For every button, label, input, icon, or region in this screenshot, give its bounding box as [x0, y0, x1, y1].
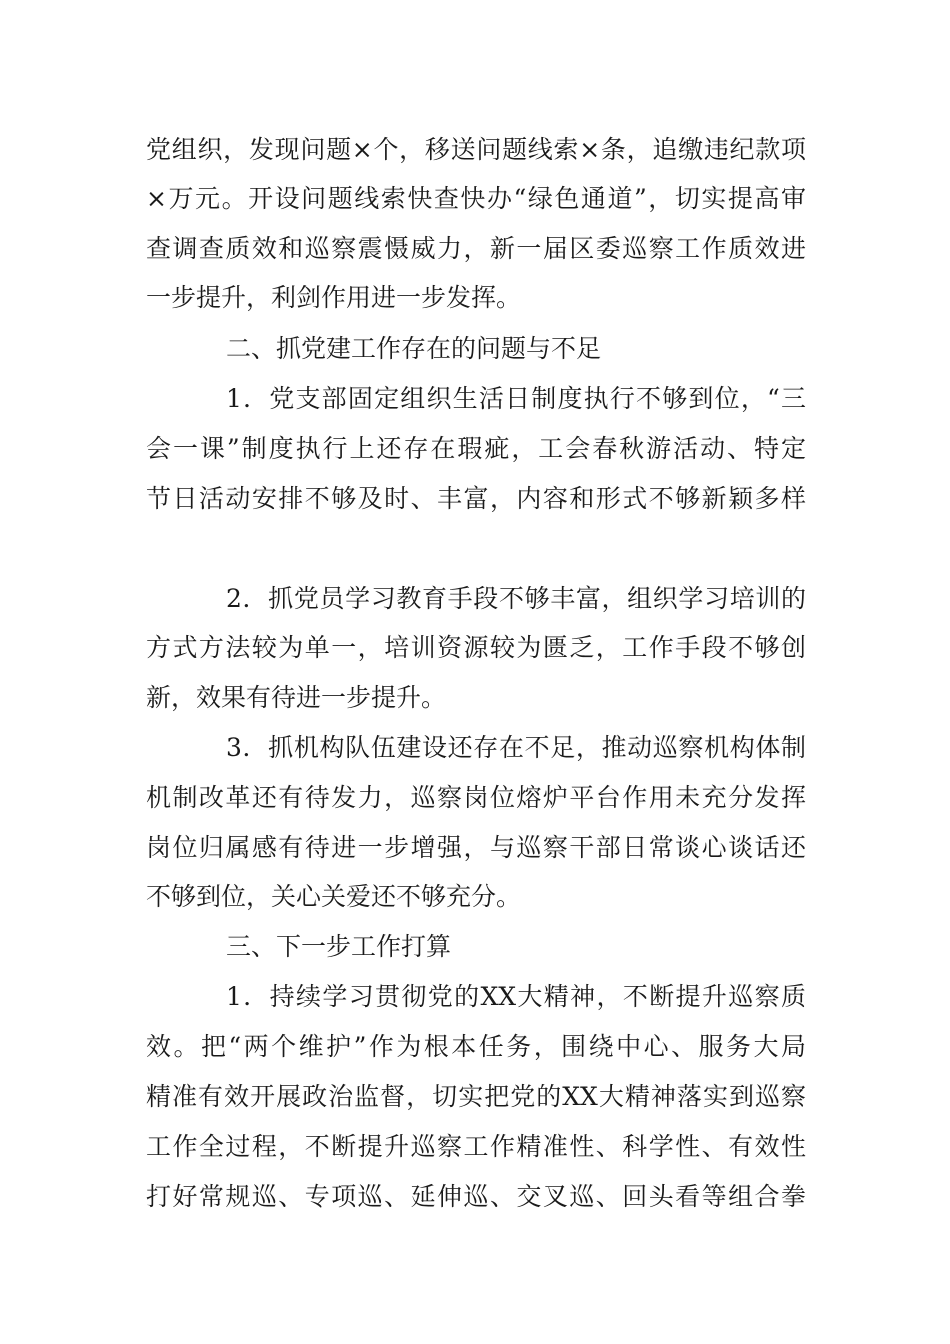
text-line: 会一课”制度执行上还存在瑕疵，工会春秋游活动、特定	[146, 434, 806, 463]
section-heading: 三、下一步工作打算	[226, 932, 452, 961]
text-line: 精准有效开展政治监督，切实把党的XX大精神落实到巡察	[146, 1082, 806, 1111]
text-line: ×万元。开设问题线索快查快办“绿色通道”，切实提高审	[146, 184, 806, 213]
text-line: 1．持续学习贯彻党的XX大精神，不断提升巡察质	[226, 982, 806, 1011]
text-line: 1．党支部固定组织生活日制度执行不够到位，“三	[226, 384, 806, 413]
text-line: 打好常规巡、专项巡、延伸巡、交叉巡、回头看等组合拳	[146, 1182, 806, 1211]
text-line: 2．抓党员学习教育手段不够丰富，组织学习培训的	[226, 584, 806, 613]
text-line: 党组织，发现问题×个，移送问题线索×条，追缴违纪款项	[146, 135, 806, 164]
text-line: 效。把“两个维护”作为根本任务，围绕中心、服务大局	[146, 1032, 806, 1061]
text-line: 新，效果有待进一步提升。	[146, 683, 447, 712]
section-heading: 二、抓党建工作存在的问题与不足	[226, 334, 602, 363]
text-line: 一步提升，利剑作用进一步发挥。	[146, 283, 522, 312]
text-line: 查调查质效和巡察震慑威力，新一届区委巡察工作质效进	[146, 234, 806, 263]
text-line: 不够到位，关心关爱还不够充分。	[146, 882, 522, 911]
text-line: 3．抓机构队伍建设还存在不足，推动巡察机构体制	[226, 733, 806, 762]
text-line: 节日活动安排不够及时、丰富，内容和形式不够新颖多样	[146, 484, 806, 513]
text-line: 方式方法较为单一，培训资源较为匮乏，工作手段不够创	[146, 633, 806, 662]
text-line: 岗位归属感有待进一步增强，与巡察干部日常谈心谈话还	[146, 833, 806, 862]
text-line: 工作全过程，不断提升巡察工作精准性、科学性、有效性	[146, 1132, 806, 1161]
text-line: 机制改革还有待发力，巡察岗位熔炉平台作用未充分发挥	[146, 783, 806, 812]
